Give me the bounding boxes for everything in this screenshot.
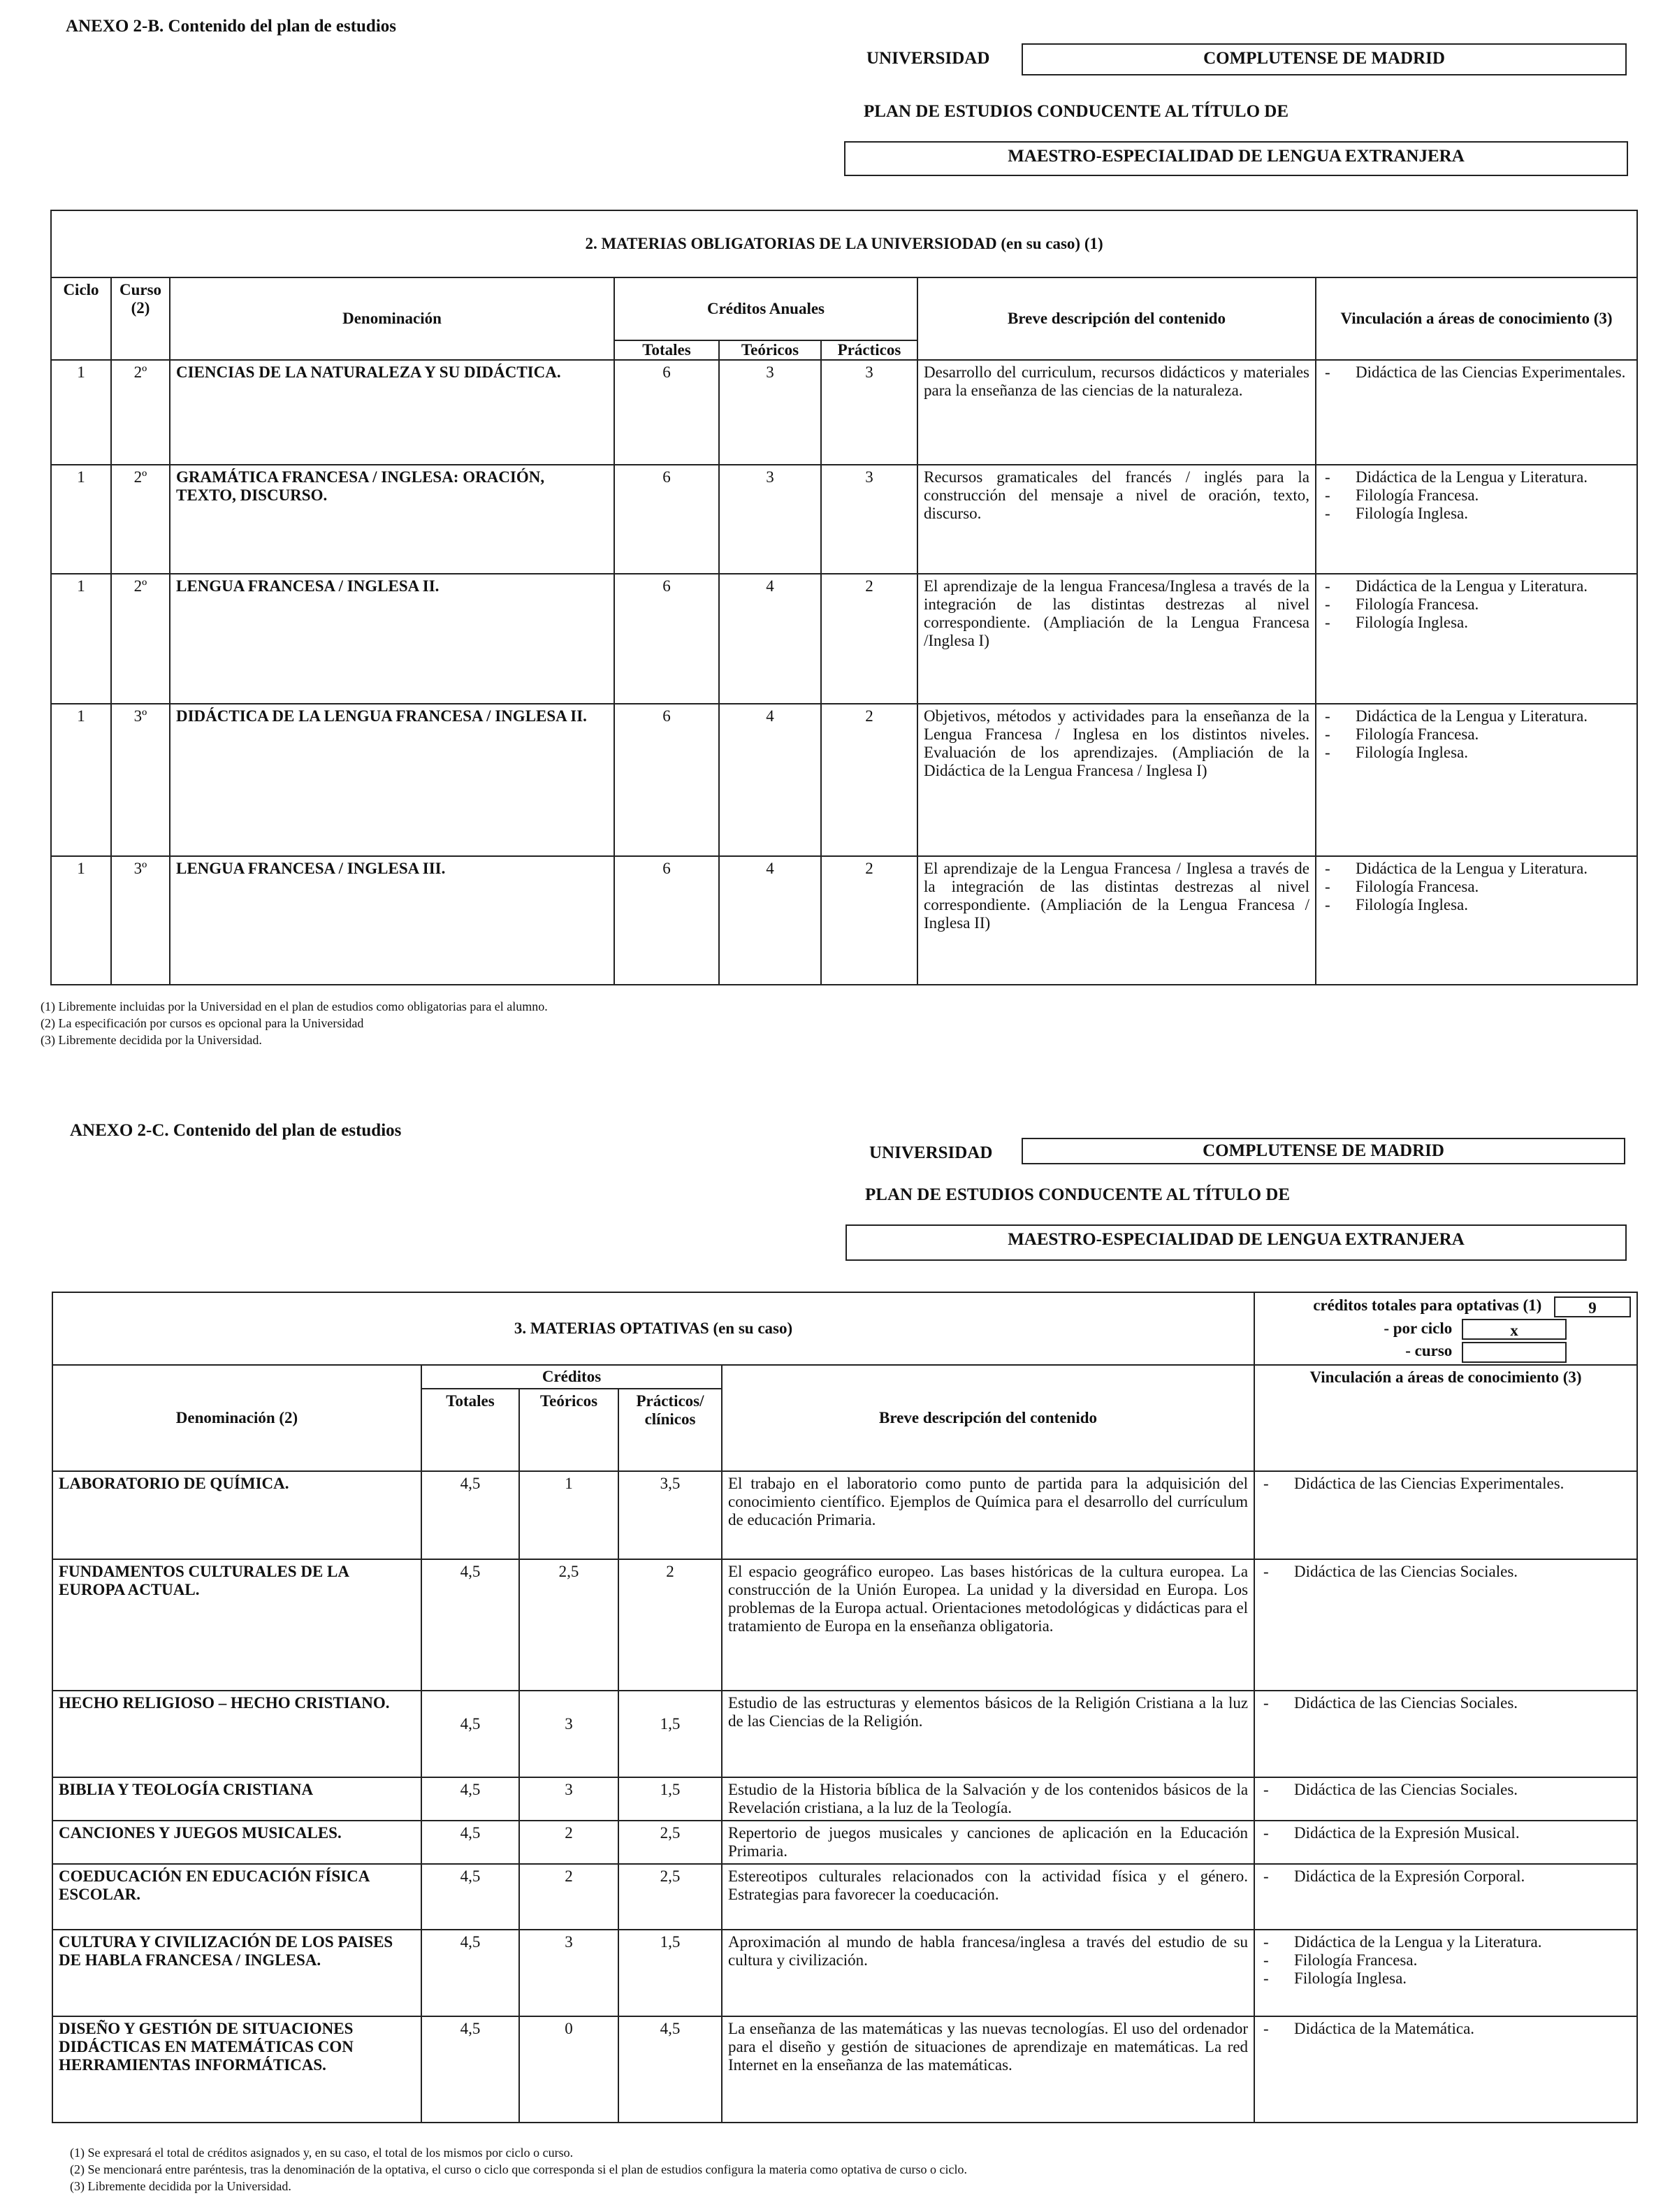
cell-ciclo: 1 — [51, 360, 111, 465]
table-row — [51, 360, 1637, 465]
cell-descripcion: El aprendizaje de la Lengua Francesa / Inglesa a través de la integración de las distintas destrezas al nivel correspondiente. (Ampliación de la Lengua Francesa / Inglesa II) — [917, 856, 1316, 985]
header-denominacion: Denominación — [170, 277, 614, 360]
annex-b-footnotes — [41, 998, 548, 1048]
cell-vinculacion — [1254, 1559, 1637, 1691]
header-descripcion: Breve descripción del contenido — [917, 277, 1316, 360]
table-row — [51, 574, 1637, 704]
cell-practicos: 4,5 — [618, 2016, 722, 2123]
cell-totales: 4,5 — [421, 1559, 519, 1691]
cell-totales: 4,5 — [421, 1777, 519, 1821]
cell-vinculacion — [1254, 1864, 1637, 1930]
cell-vinculacion — [1254, 2016, 1637, 2123]
cell-vinculacion — [1254, 1821, 1637, 1864]
cell-denominacion: GRAMÁTICA FRANCESA / INGLESA: ORACIÓN, TEXTO, DISCURSO. — [170, 465, 614, 574]
area-item: - Filología Francesa. — [1322, 595, 1631, 614]
cell-totales: 6 — [614, 704, 719, 856]
cell-ciclo: 1 — [51, 704, 111, 856]
header-totales: Totales — [421, 1389, 519, 1471]
header-curso: Curso (2) — [111, 277, 170, 360]
table-row — [52, 1864, 1637, 1930]
creditos-totales-label: créditos totales para optativas (1) — [1313, 1296, 1542, 1314]
table-row — [52, 1691, 1637, 1777]
footnote: (1) Se expresará el total de créditos asignados y, en su caso, el total de los mismos por ciclo o curso. — [70, 2146, 574, 2160]
cell-practicos: 1,5 — [618, 1930, 722, 2016]
annex-b-universidad-box: COMPLUTENSE DE MADRID — [1022, 43, 1627, 75]
table-row — [52, 1471, 1637, 1559]
header-descripcion: Breve descripción del contenido — [722, 1365, 1254, 1471]
cell-teoricos: 3 — [519, 1691, 618, 1777]
header-denominacion: Denominación (2) — [52, 1365, 421, 1471]
annex-c-universidad-label: UNIVERSIDAD — [869, 1143, 993, 1162]
cell-descripcion: Recursos gramaticales del francés / inglés para la construcción del mensaje a nivel de oración, texto, discurso. — [917, 465, 1316, 574]
cell-vinculacion — [1316, 574, 1637, 704]
cell-teoricos: 3 — [719, 360, 821, 465]
cell-denominacion: CULTURA Y CIVILIZACIÓN DE LOS PAISES DE HABLA FRANCESA / INGLESA. — [52, 1930, 421, 2016]
annex-c-title: ANEXO 2-C. Contenido del plan de estudios — [70, 1121, 402, 1140]
cell-denominacion: DISEÑO Y GESTIÓN DE SITUACIONES DIDÁCTICAS EN MATEMÁTICAS CON HERRAMIENTAS INFORMÁTICAS. — [52, 2016, 421, 2123]
annex-c-titulo-box: MAESTRO-ESPECIALIDAD DE LENGUA EXTRANJERA — [845, 1224, 1627, 1261]
cell-teoricos: 1 — [519, 1471, 618, 1559]
cell-totales: 4,5 — [421, 1864, 519, 1930]
cell-ciclo: 1 — [51, 574, 111, 704]
area-item: - Didáctica de la Expresión Musical. — [1261, 1824, 1631, 1842]
cell-teoricos: 2,5 — [519, 1559, 618, 1691]
cell-vinculacion — [1316, 465, 1637, 574]
cell-denominacion: HECHO RELIGIOSO – HECHO CRISTIANO. — [52, 1691, 421, 1777]
cell-teoricos: 4 — [719, 704, 821, 856]
area-item: - Didáctica de la Expresión Corporal. — [1261, 1867, 1631, 1886]
cell-denominacion: CIENCIAS DE LA NATURALEZA Y SU DIDÁCTICA. — [170, 360, 614, 465]
cell-curso: 2º — [111, 574, 170, 704]
cell-descripcion: Estudio de la Historia bíblica de la Salvación y de los contenidos básicos de la Revelación cristiana, a la luz de la Teología. — [722, 1777, 1254, 1821]
annex-b-table — [50, 210, 1638, 985]
table-row — [51, 465, 1637, 574]
cell-teoricos: 0 — [519, 2016, 618, 2123]
footnote: (1) Libremente incluidas por la Universidad en el plan de estudios como obligatorias para el alumno. — [41, 999, 548, 1013]
annex-c-table — [52, 1292, 1638, 2123]
cell-teoricos: 3 — [719, 465, 821, 574]
cell-vinculacion — [1316, 704, 1637, 856]
cell-teoricos: 2 — [519, 1864, 618, 1930]
cell-vinculacion — [1254, 1930, 1637, 2016]
annex-b-universidad-label: UNIVERSIDAD — [866, 49, 990, 68]
cell-totales: 4,5 — [421, 1821, 519, 1864]
area-item: - Filología Inglesa. — [1322, 744, 1631, 762]
cell-denominacion: DIDÁCTICA DE LA LENGUA FRANCESA / INGLESA II. — [170, 704, 614, 856]
cell-denominacion: LENGUA FRANCESA / INGLESA II. — [170, 574, 614, 704]
cell-practicos: 2,5 — [618, 1864, 722, 1930]
area-item: - Didáctica de la Lengua y Literatura. — [1322, 577, 1631, 595]
area-item: - Didáctica de las Ciencias Experimentales. — [1322, 363, 1631, 382]
area-item: - Didáctica de las Ciencias Sociales. — [1261, 1563, 1631, 1581]
area-item: - Filología Inglesa. — [1322, 614, 1631, 632]
cell-vinculacion — [1254, 1691, 1637, 1777]
cell-denominacion: CANCIONES Y JUEGOS MUSICALES. — [52, 1821, 421, 1864]
cell-descripcion: Desarrollo del curriculum, recursos didácticos y materiales para la enseñanza de las ciencias de la naturaleza. — [917, 360, 1316, 465]
curso-label: - curso — [1405, 1342, 1453, 1360]
cell-teoricos: 3 — [519, 1777, 618, 1821]
area-item: - Didáctica de la Lengua y Literatura. — [1322, 468, 1631, 486]
cell-curso: 2º — [111, 360, 170, 465]
cell-denominacion: LENGUA FRANCESA / INGLESA III. — [170, 856, 614, 985]
footnote: (2) La especificación por cursos es opcional para la Universidad — [41, 1016, 364, 1030]
cell-practicos: 3,5 — [618, 1471, 722, 1559]
cell-vinculacion — [1316, 856, 1637, 985]
cell-practicos: 3 — [821, 360, 917, 465]
cell-teoricos: 2 — [519, 1821, 618, 1864]
cell-denominacion: BIBLIA Y TEOLOGÍA CRISTIANA — [52, 1777, 421, 1821]
por-ciclo-label: - por ciclo — [1384, 1319, 1453, 1337]
optativas-summary — [1254, 1292, 1637, 1365]
curso-box — [1462, 1342, 1567, 1363]
table-row — [52, 2016, 1637, 2123]
cell-denominacion: LABORATORIO DE QUÍMICA. — [52, 1471, 421, 1559]
annex-b-plan-label: PLAN DE ESTUDIOS CONDUCENTE AL TÍTULO DE — [864, 102, 1289, 121]
cell-descripcion: El aprendizaje de la lengua Francesa/Inglesa a través de la integración de las distintas destrezas al nivel correspondiente. (Ampliación de la Lengua Francesa /Inglesa I) — [917, 574, 1316, 704]
cell-denominacion: FUNDAMENTOS CULTURALES DE LA EUROPA ACTUAL. — [52, 1559, 421, 1691]
cell-descripcion: Aproximación al mundo de habla francesa/inglesa a través del estudio de su cultura y civilización. — [722, 1930, 1254, 2016]
area-item: - Filología Inglesa. — [1261, 1969, 1631, 1988]
cell-descripcion: Objetivos, métodos y actividades para la enseñanza de la Lengua Francesa / Inglesa en los distintos niveles. Evaluación de los aprendizajes. (Ampliación de la Didáctica de la Lengua Francesa / Inglesa I) — [917, 704, 1316, 856]
table-row — [52, 1559, 1637, 1691]
cell-ciclo: 1 — [51, 465, 111, 574]
area-item: - Filología Inglesa. — [1322, 896, 1631, 914]
area-item: - Didáctica de la Lengua y Literatura. — [1322, 707, 1631, 725]
cell-descripcion: Estudio de las estructuras y elementos básicos de la Religión Cristiana a la luz de las Ciencias de la Religión. — [722, 1691, 1254, 1777]
cell-curso: 3º — [111, 856, 170, 985]
table-row — [52, 1821, 1637, 1864]
cell-vinculacion — [1316, 360, 1637, 465]
cell-practicos: 2 — [821, 574, 917, 704]
cell-totales: 6 — [614, 360, 719, 465]
cell-descripcion: Estereotipos culturales relacionados con la actividad física y el género. Estrategias para favorecer la coeducación. — [722, 1864, 1254, 1930]
cell-curso: 3º — [111, 704, 170, 856]
cell-practicos: 2 — [821, 704, 917, 856]
cell-practicos: 2 — [821, 856, 917, 985]
area-item: - Didáctica de las Ciencias Sociales. — [1261, 1781, 1631, 1799]
cell-totales: 6 — [614, 574, 719, 704]
annex-c-plan-label: PLAN DE ESTUDIOS CONDUCENTE AL TÍTULO DE — [865, 1185, 1291, 1204]
header-practicos: Prácticos — [821, 340, 917, 360]
area-item: - Didáctica de la Matemática. — [1261, 2020, 1631, 2038]
creditos-totales-box: 9 — [1554, 1296, 1631, 1317]
header-creditos: Créditos — [421, 1365, 722, 1389]
cell-practicos: 2 — [618, 1559, 722, 1691]
cell-ciclo: 1 — [51, 856, 111, 985]
cell-totales: 4,5 — [421, 1691, 519, 1777]
footnote: (2) Se mencionará entre paréntesis, tras la denominación de la optativa, el curso o ciclo que corresponda si el plan de estudios configura la materia como optativa de curso o ciclo. — [70, 2162, 968, 2176]
table-row — [51, 704, 1637, 856]
cell-vinculacion — [1254, 1471, 1637, 1559]
cell-descripcion: El espacio geográfico europeo. Las bases históricas de la cultura europea. La construcción de la Unión Europea. La unidad y la diversidad en Europa. Los problemas de la Europa actual. Orientaciones metodológicas y didácticas para el tratamiento de Europa en la enseñanza obligatoria. — [722, 1559, 1254, 1691]
header-totales: Totales — [614, 340, 719, 360]
area-item: - Filología Francesa. — [1322, 878, 1631, 896]
cell-descripcion: Repertorio de juegos musicales y canciones de aplicación en la Educación Primaria. — [722, 1821, 1254, 1864]
header-ciclo: Ciclo — [51, 277, 111, 360]
cell-totales: 6 — [614, 465, 719, 574]
header-vinculacion: Vinculación a áreas de conocimiento (3) — [1254, 1365, 1637, 1471]
cell-teoricos: 4 — [719, 574, 821, 704]
cell-totales: 4,5 — [421, 1471, 519, 1559]
annex-c-universidad-box: COMPLUTENSE DE MADRID — [1022, 1138, 1625, 1164]
cell-descripcion: El trabajo en el laboratorio como punto de partida para la adquisición del conocimiento científico. Ejemplos de Química para el desarrollo del currículum de educación Primaria. — [722, 1471, 1254, 1559]
header-creditos-anuales: Créditos Anuales — [614, 277, 917, 340]
cell-totales: 4,5 — [421, 1930, 519, 2016]
annex-b-titulo-box: MAESTRO-ESPECIALIDAD DE LENGUA EXTRANJERA — [844, 141, 1628, 176]
cell-totales: 4,5 — [421, 2016, 519, 2123]
area-item: - Filología Francesa. — [1261, 1951, 1631, 1969]
footnote: (3) Libremente decidida por la Universidad. — [70, 2179, 291, 2193]
cell-teoricos: 4 — [719, 856, 821, 985]
area-item: - Didáctica de la Lengua y Literatura. — [1322, 860, 1631, 878]
cell-descripcion: La enseñanza de las matemáticas y las nuevas tecnologías. El uso del ordenador para el diseño y gestión de situaciones de aprendizaje en matemáticas. La red Internet en la enseñanza de las matemáticas. — [722, 2016, 1254, 2123]
header-teoricos: Teóricos — [719, 340, 821, 360]
annex-c-table-title: 3. MATERIAS OPTATIVAS (en su caso) — [52, 1292, 1254, 1365]
cell-totales: 6 — [614, 856, 719, 985]
cell-practicos: 3 — [821, 465, 917, 574]
area-item: - Didáctica de la Lengua y la Literatura. — [1261, 1933, 1631, 1951]
cell-teoricos: 3 — [519, 1930, 618, 2016]
area-item: - Didáctica de las Ciencias Sociales. — [1261, 1694, 1631, 1712]
cell-practicos: 1,5 — [618, 1691, 722, 1777]
annex-c-footnotes — [70, 2144, 967, 2195]
area-item: - Filología Francesa. — [1322, 486, 1631, 505]
por-ciclo-box: x — [1462, 1319, 1567, 1340]
header-teoricos: Teóricos — [519, 1389, 618, 1471]
header-vinculacion: Vinculación a áreas de conocimiento (3) — [1316, 277, 1637, 360]
cell-practicos: 1,5 — [618, 1777, 722, 1821]
area-item: - Filología Francesa. — [1322, 725, 1631, 744]
header-practicos: Prácticos/ clínicos — [618, 1389, 722, 1471]
cell-denominacion: COEDUCACIÓN EN EDUCACIÓN FÍSICA ESCOLAR. — [52, 1864, 421, 1930]
area-item: - Didáctica de las Ciencias Experimentales. — [1261, 1475, 1631, 1493]
table-row — [52, 1930, 1637, 2016]
annex-b-table-title: 2. MATERIAS OBLIGATORIAS DE LA UNIVERSIODAD (en su caso) (1) — [51, 210, 1637, 277]
table-row — [52, 1777, 1637, 1821]
cell-practicos: 2,5 — [618, 1821, 722, 1864]
area-item: - Filología Inglesa. — [1322, 505, 1631, 523]
footnote: (3) Libremente decidida por la Universidad. — [41, 1033, 262, 1047]
cell-vinculacion — [1254, 1777, 1637, 1821]
cell-curso: 2º — [111, 465, 170, 574]
annex-b-title: ANEXO 2-B. Contenido del plan de estudios — [66, 17, 396, 36]
table-row — [51, 856, 1637, 985]
